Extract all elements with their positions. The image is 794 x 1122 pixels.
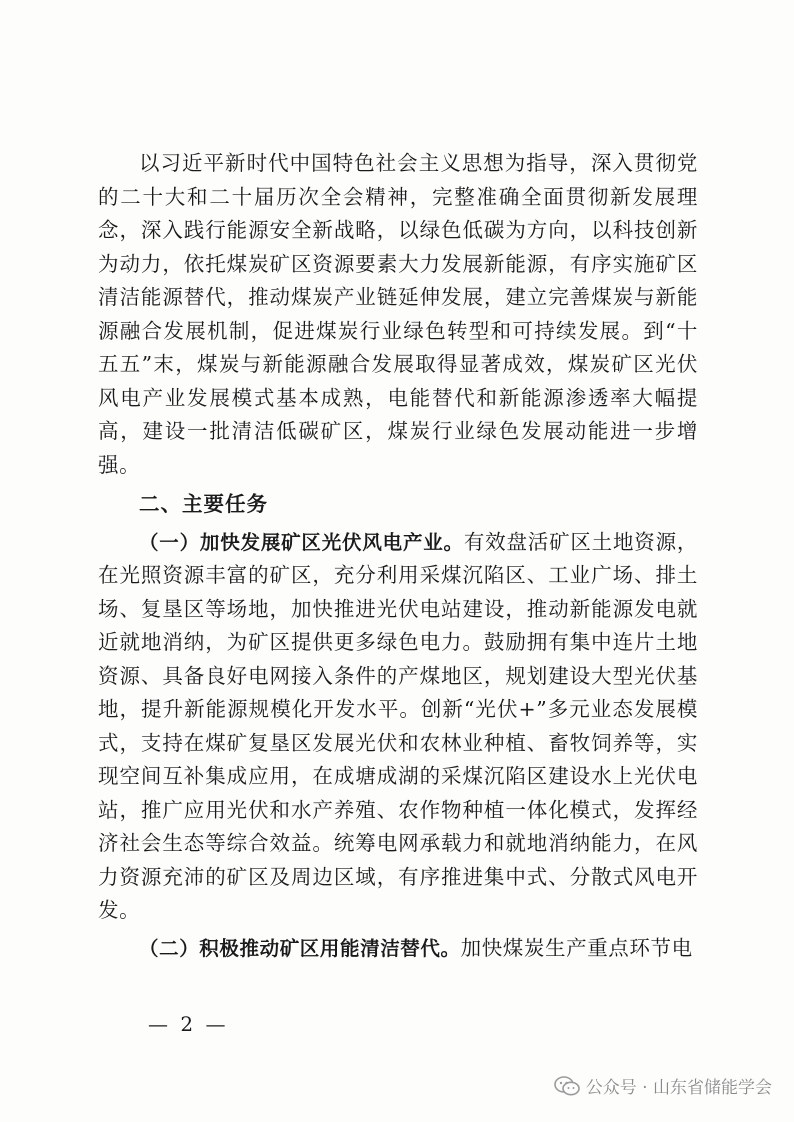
task-body-2: 加快煤炭生产重点环节电 xyxy=(460,935,693,960)
task-paragraph-1 xyxy=(98,526,698,928)
task-title-2: （二）积极推动矿区用能清洁替代。 xyxy=(139,936,461,960)
document-body xyxy=(98,147,698,965)
page-number: — 2 — xyxy=(148,1012,229,1036)
watermark xyxy=(554,1073,772,1098)
task-body-1: 有效盘活矿区土地资源，在光照资源丰富的矿区，充分利用采煤沉陷区、工业广场、排土场、复垦区等场地，加快推进光伏电站建设，推动新能源发电就近就地消纳，为矿区提供更多绿色电力。鼓励拥有集中连片土地资源、具备良好电网接入条件的产煤地区，规划建设大型光伏基地，提升新能源规模化开发水平。创新“光伏+”多元业态发展模式，支持在煤矿复垦区发展光伏和农林业种植、畜牧饲养等，实现空间互补集成应用，在成塘成湖的采煤沉陷区建设水上光伏电站，推广应用光伏和水产养殖、农作物种植一体化模式，发挥经济社会生态等综合效益。统筹电网承载力和就地消纳能力，在风力资源充沛的矿区及周边区域，有序推进集中式、分散式风电开发。 xyxy=(98,529,698,922)
watermark-text: 公众号 · 山东省储能学会 xyxy=(585,1078,772,1098)
section-heading: 二、主要任务 xyxy=(139,492,268,516)
wechat-icon xyxy=(554,1076,580,1096)
task-paragraph-2 xyxy=(98,932,698,966)
intro-paragraph: 以习近平新时代中国特色社会主义思想为指导，深入贯彻党的二十大和二十届历次全会精神，完整准确全面贯彻新发展理念，深入践行能源安全新战略，以绿色低碳为方向，以科技创新为动力，依托煤炭矿区资源要素大力发展新能源，有序实施矿区清洁能源替代，推动煤炭产业链延伸发展，建立完善煤炭与新能源融合发展机制，促进煤炭行业绿色转型和可持续发展。到“十五五”末，煤炭与新能源融合发展取得显著成效，煤炭矿区光伏风电产业发展模式基本成熟，电能替代和新能源渗透率大幅提高，建设一批清洁低碳矿区，煤炭行业绿色发展动能进一步增强。 xyxy=(98,151,698,477)
task-title-1: （一）加快发展矿区光伏风电产业。 xyxy=(139,530,464,554)
